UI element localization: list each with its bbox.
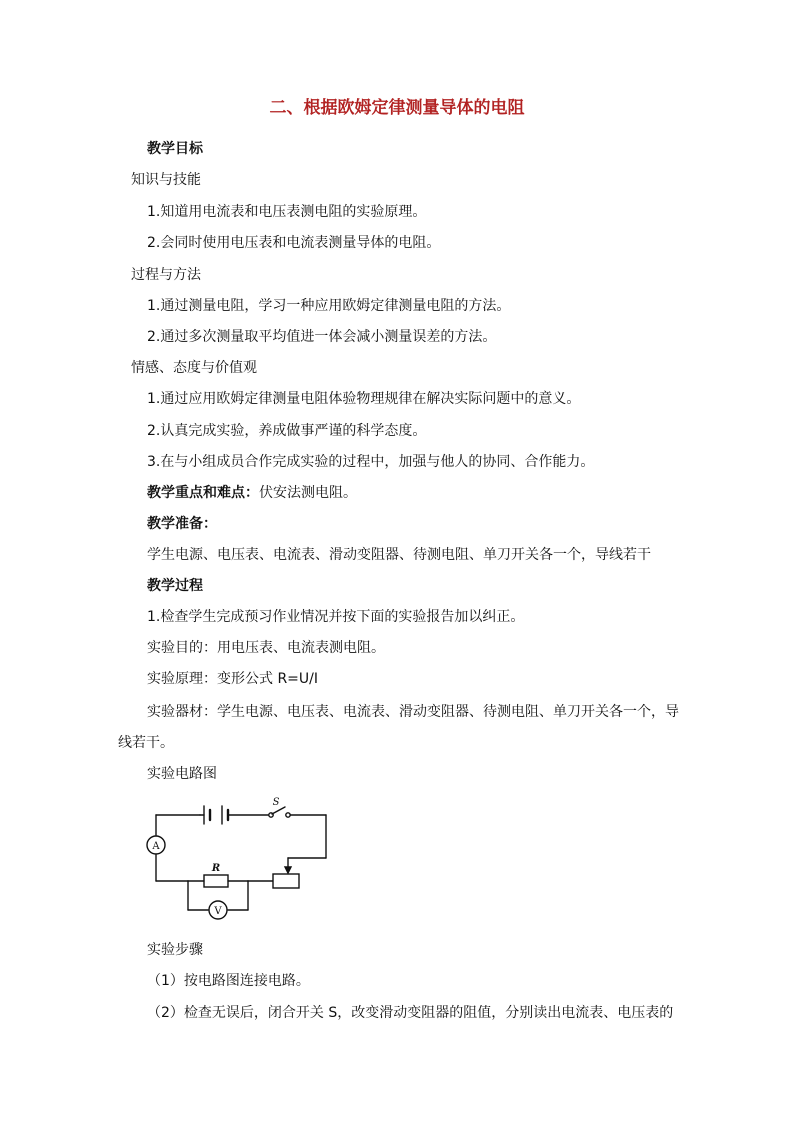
rheostat-symbol bbox=[273, 874, 299, 888]
voltmeter-label: V bbox=[214, 906, 222, 917]
preparation-text: 学生电源、电压表、电流表、滑动变阻器、待测电阻、单刀开关各一个，导线若干 bbox=[147, 547, 651, 563]
page-title: 二、根据欧姆定律测量导体的电阻 bbox=[269, 98, 525, 118]
process-methods-item-2: 2.通过多次测量取平均值进一体会减小测量误差的方法。 bbox=[147, 329, 497, 345]
process-methods-heading: 过程与方法 bbox=[131, 267, 201, 283]
experiment-equipment-line-2: 线若干。 bbox=[118, 735, 174, 751]
steps-heading: 实验步骤 bbox=[147, 942, 203, 958]
experiment-purpose: 实验目的：用电压表、电流表测电阻。 bbox=[147, 640, 385, 656]
process-heading: 教学过程 bbox=[147, 578, 203, 594]
key-points-text: 伏安法测电阻。 bbox=[259, 485, 357, 501]
experiment-equipment-line-1: 实验器材：学生电源、电压表、电流表、滑动变阻器、待测电阻、单刀开关各一个，导 bbox=[147, 704, 679, 720]
step-item-1: （1）按电路图连接电路。 bbox=[147, 973, 310, 989]
emotion-heading: 情感、态度与价值观 bbox=[131, 360, 257, 376]
preparation-label: 教学准备： bbox=[147, 516, 217, 532]
ammeter-label: A bbox=[152, 841, 160, 852]
resistor-label: R bbox=[211, 863, 221, 874]
emotion-item-1: 1.通过应用欧姆定律测量电阻体验物理规律在解决实际问题中的意义。 bbox=[147, 391, 581, 407]
knowledge-item-1: 1.知道用电流表和电压表测电阻的实验原理。 bbox=[147, 204, 427, 220]
process-methods-item-1: 1.通过测量电阻，学习一种应用欧姆定律测量电阻的方法。 bbox=[147, 298, 511, 314]
knowledge-item-2: 2.会同时使用电压表和电流表测量导体的电阻。 bbox=[147, 235, 441, 251]
key-points-label: 教学重点和难点： bbox=[147, 485, 259, 501]
emotion-item-2: 2.认真完成实验，养成做事严谨的科学态度。 bbox=[147, 423, 427, 439]
objectives-heading: 教学目标 bbox=[147, 141, 203, 157]
step-item-2: （2）检查无误后，闭合开关 S，改变滑动变阻器的阻值，分别读出电流表、电压表的 bbox=[147, 1005, 674, 1021]
knowledge-heading: 知识与技能 bbox=[131, 172, 201, 188]
experiment-principle: 实验原理：变形公式 R=U/I bbox=[147, 671, 319, 687]
key-points bbox=[147, 484, 357, 502]
battery-symbol bbox=[204, 806, 228, 824]
switch-label: S bbox=[272, 797, 280, 808]
emotion-item-3: 3.在与小组成员合作完成实验的过程中，加强与他人的协同、合作能力。 bbox=[147, 454, 595, 470]
circuit-heading: 实验电路图 bbox=[147, 766, 217, 782]
switch-symbol bbox=[269, 807, 290, 817]
process-step-1: 1.检查学生完成预习作业情况并按下面的实验报告加以纠正。 bbox=[147, 609, 525, 625]
resistor-symbol bbox=[204, 875, 228, 887]
circuit-diagram bbox=[140, 795, 340, 925]
